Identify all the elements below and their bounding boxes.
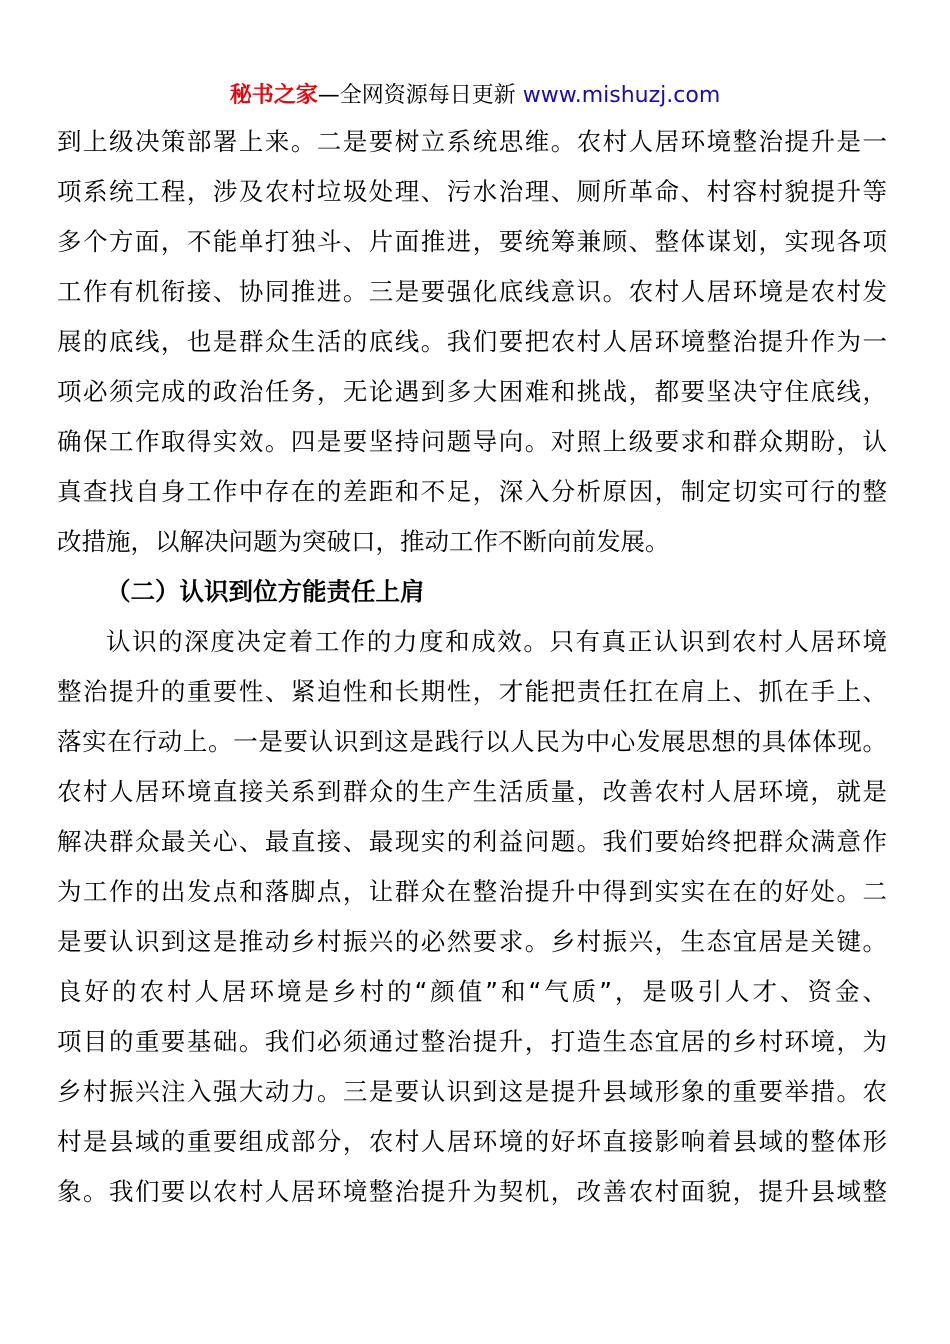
paragraph-line: 多个方面，不能单打独斗、片面推进，要统筹兼顾、整体谋划，实现各项	[57, 227, 887, 256]
paragraph-line: 项目的重要基础。我们必须通过整治提升，打造生态宜居的乡村环境，为	[57, 1027, 887, 1056]
site-url-link[interactable]: www.mishuzj.com	[522, 83, 721, 108]
paragraph-line: 确保工作取得实效。四是要坚持问题导向。对照上级要求和群众期盼，认	[57, 427, 887, 456]
paragraph-line: 解决群众最关心、最直接、最现实的利益问题。我们要始终把群众满意作	[57, 827, 887, 856]
paragraph-line: 象。我们要以农村人居环境整治提升为契机，改善农村面貌，提升县域整	[57, 1177, 887, 1206]
site-brand: 秘书之家	[229, 83, 318, 108]
paragraph-line: 落实在行动上。一是要认识到这是践行以人民为中心发展思想的具体体现。	[57, 727, 887, 756]
paragraph-line: 项必须完成的政治任务，无论遇到多大困难和挑战，都要坚决守住底线，	[57, 377, 887, 406]
paragraph-line: 乡村振兴注入强大动力。三是要认识到这是提升县域形象的重要举措。农	[57, 1077, 887, 1106]
paragraph-line: 村是县域的重要组成部分，农村人居环境的好坏直接影响着县域的整体形	[57, 1127, 887, 1156]
paragraph-line: 项系统工程，涉及农村垃圾处理、污水治理、厕所革命、村容村貌提升等	[57, 177, 887, 206]
paragraph-line: 到上级决策部署上来。二是要树立系统思维。农村人居环境整治提升是一	[57, 127, 887, 156]
paragraph-line: 工作有机衔接、协同推进。三是要强化底线意识。农村人居环境是农村发	[57, 277, 887, 306]
paragraph-line: 改措施，以解决问题为突破口，推动工作不断向前发展。	[57, 527, 670, 556]
document-body	[57, 117, 887, 1217]
paragraph-line: 真查找自身工作中存在的差距和不足，深入分析原因，制定切实可行的整	[57, 477, 887, 506]
paragraph-line: 认识的深度决定着工作的力度和成效。只有真正认识到农村人居环境	[106, 627, 887, 656]
paragraph-line: 展的底线，也是群众生活的底线。我们要把农村人居环境整治提升作为一	[57, 327, 887, 356]
paragraph-line: 是要认识到这是推动乡村振兴的必然要求。乡村振兴，生态宜居是关键。	[57, 927, 887, 956]
paragraph-line: 整治提升的重要性、紧迫性和长期性，才能把责任扛在肩上、抓在手上、	[57, 677, 887, 706]
site-header	[0, 80, 950, 112]
paragraph-line: 为工作的出发点和落脚点，让群众在整治提升中得到实实在在的好处。二	[57, 877, 887, 906]
paragraph-line: 农村人居环境直接关系到群众的生产生活质量，改善农村人居环境，就是	[57, 777, 887, 806]
site-slogan: —全网资源每日更新	[317, 83, 516, 108]
paragraph-line: 良好的农村人居环境是乡村的“颜值”和“气质”，是吸引人才、资金、	[57, 977, 887, 1006]
section-heading: （二）认识到位方能责任上肩	[106, 577, 425, 606]
